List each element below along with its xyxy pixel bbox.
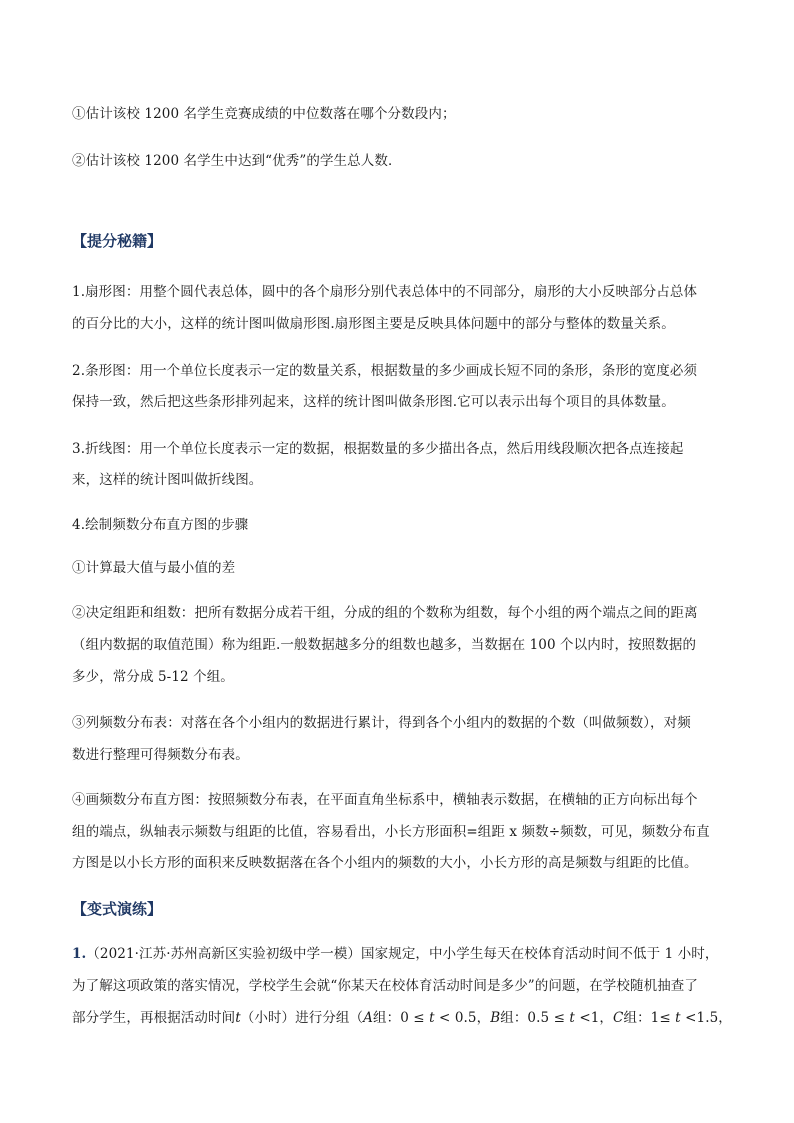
group-label: B (490, 1010, 501, 1026)
tips-heading: 【提分秘籍】 (72, 232, 163, 250)
question-1: ①估计该校 1200 名学生竞赛成绩的中位数落在哪个分数段内； (72, 106, 456, 122)
practice-line: 为了解这项政策的落实情况，学校学生会就“你某天在校体育活动时间是多少”的问题，在学校随机抽查了 (72, 978, 699, 994)
tip-line: 方图是以小长方形的面积来反映数据落在各个小组内的频数的大小，小长方形的高是频数与组距的比值。 (72, 855, 698, 871)
question-2: ②估计该校 1200 名学生中达到“优秀”的学生总人数． (72, 153, 402, 169)
group-label: C (613, 1010, 624, 1026)
tip-line: 1.扇形图：用整个圆代表总体，圆中的各个扇形分别代表总体中的不同部分，扇形的大小反映部分占总体 (72, 284, 698, 300)
group-range: < 0.5， (434, 1010, 491, 1026)
group-range: 组：0.5 ≤ (500, 1010, 570, 1026)
tip-line: 来，这样的统计图叫做折线图。 (72, 472, 263, 488)
math-var: t (675, 1010, 681, 1026)
tip-line: 3.折线图：用一个单位长度表示一定的数据，根据数量的多少描出各点，然后用线段顺次把各点连接起 (72, 441, 684, 457)
group-range: <1.5， (680, 1010, 732, 1026)
group-range: 组：0 ≤ (373, 1010, 430, 1026)
practice-text: 部分学生，再根据活动时间 (72, 1010, 236, 1026)
tip-line: ④画频数分布直方图：按照频数分布表，在平面直角坐标系中，横轴表示数据，在横轴的正方向标出每个 (72, 792, 698, 808)
tip-line: （组内数据的取值范围）称为组距.一般数据越多分的组数也越多，当数据在 100 个以内时，按照数据的 (72, 637, 697, 653)
tip-line: 多少，常分成 5-12 个组。 (72, 669, 234, 685)
math-var: t (429, 1010, 435, 1026)
practice-heading: 【变式演练】 (72, 900, 163, 918)
math-var: t (235, 1010, 241, 1026)
tip-line: 组的端点，纵轴表示频数与组距的比值，容易看出，小长方形面积=组距 x 频数÷频数，可见，频数分布直 (72, 824, 710, 840)
group-range: 组：1≤ (623, 1010, 676, 1026)
group-range: <1， (574, 1010, 614, 1026)
tip-line: ①计算最大值与最小值的差 (72, 560, 236, 576)
practice-line (72, 944, 719, 964)
tip-line: 保持一致，然后把这些条形排列起来，这样的统计图叫做条形图.它可以表示出每个项目的具体数量。 (72, 394, 675, 410)
practice-text: （小时）进行分组（ (240, 1010, 364, 1026)
tip-line: ②决定组距和组数：把所有数据分成若干组，分成的组的个数称为组数，每个小组的两个端点之间的距离 (72, 605, 698, 621)
tip-line: ③列频数分布表：对落在各个小组内的数据进行累计，得到各个小组内的数据的个数（叫做频数），对频 (72, 715, 691, 731)
tip-line: 4.绘制频数分布直方图的步骤 (72, 517, 249, 533)
tip-line: 数进行整理可得频数分布表。 (72, 747, 249, 763)
math-var: t (569, 1010, 575, 1026)
question-number: 1. (72, 946, 87, 962)
group-label: A (363, 1010, 373, 1026)
practice-text: （2021·江苏·苏州高新区实验初级中学一模）国家规定，中小学生每天在校体育活动时间不低于 1 小时， (86, 946, 719, 962)
tip-line: 的百分比的大小，这样的统计图叫做扇形图.扇形图主要是反映具体问题中的部分与整体的数量关系。 (72, 316, 675, 332)
practice-line (72, 1008, 732, 1028)
tip-line: 2.条形图：用一个单位长度表示一定的数量关系，根据数量的多少画成长短不同的条形，条形的宽度必须 (72, 363, 698, 379)
